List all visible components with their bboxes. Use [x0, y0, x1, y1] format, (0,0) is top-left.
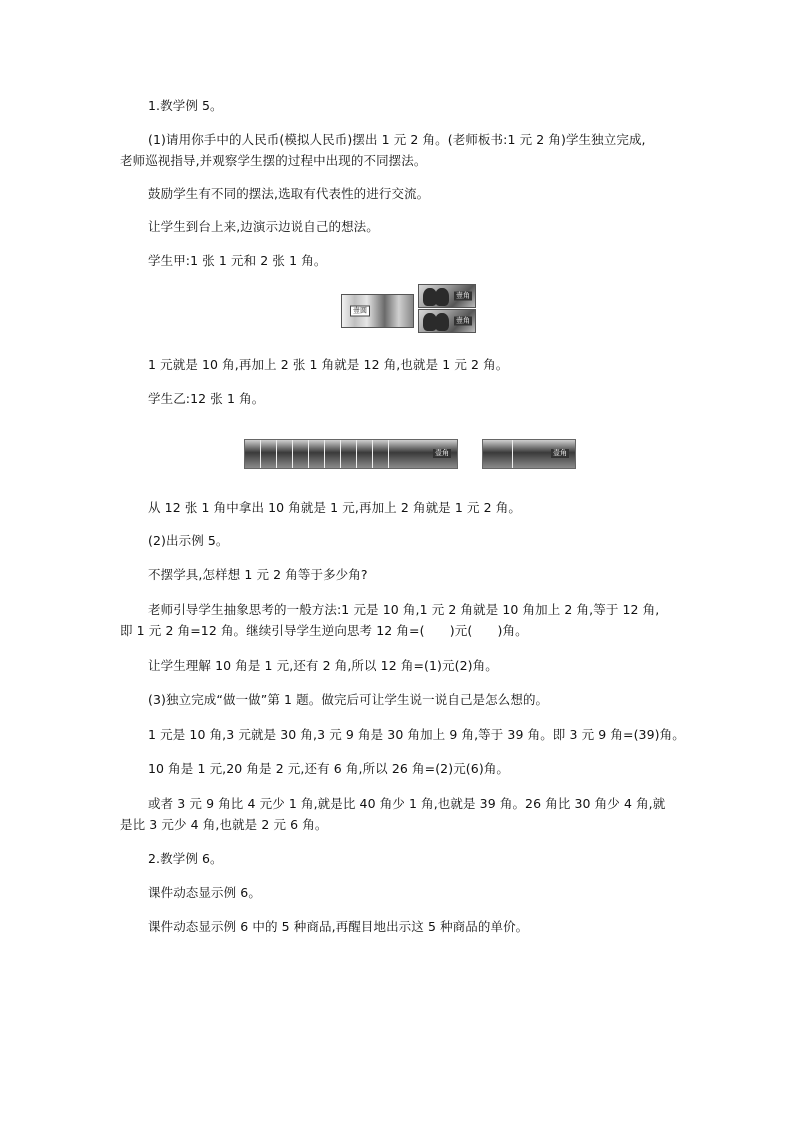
paragraph-courseware-items: 课件动态显示例 6 中的 5 种商品,再醒目地出示这 5 种商品的单价。 — [148, 919, 529, 934]
paragraph-explain-a: 1 元就是 10 角,再加上 2 张 1 角就是 12 角,也就是 1 元 2 角。 — [148, 357, 509, 372]
paragraph-explain-b: 从 12 张 1 角中拿出 10 角就是 1 元,再加上 2 角就是 1 元 2 角。 — [148, 500, 521, 515]
one-jiao-note — [418, 284, 476, 308]
paragraph-step1: (1)请用你手中的人民币(模拟人民币)摆出 1 元 2 角。(老师板书:1 元 2 角)学生独立完成, — [148, 132, 646, 147]
paragraph-method: 老师引导学生抽象思考的一般方法:1 元是 10 角,1 元 2 角就是 10 角加上 2 角,等于 12 角, — [148, 602, 660, 617]
one-jiao-note-label: 壹角 — [456, 291, 470, 300]
one-jiao-note-label: 壹角 — [456, 316, 470, 325]
two-jiao-label: 壹角 — [553, 449, 567, 457]
paragraph-method-cont: 即 1 元 2 角=12 角。继续引导学生逆向思考 12 角=( )元( )角。 — [120, 623, 528, 638]
paragraph-calc-2: 10 角是 1 元,20 角是 2 元,还有 6 角,所以 26 角=(2)元(6)角。 — [148, 761, 510, 776]
ten-jiao-notes-fan — [244, 439, 458, 469]
paragraph-alternative-cont: 是比 3 元少 4 角,也就是 2 元 6 角。 — [120, 817, 328, 832]
section-heading-example-6: 2.教学例 6。 — [148, 851, 223, 866]
paragraph-student-a: 学生甲:1 张 1 元和 2 张 1 角。 — [148, 253, 327, 268]
paragraph-alternative: 或者 3 元 9 角比 4 元少 1 角,就是比 40 角少 1 角,也就是 39 角。26 角比 30 角少 4 角,就 — [148, 796, 666, 811]
two-jiao-notes-fan — [482, 439, 576, 469]
ten-jiao-label: 壹角 — [435, 449, 449, 457]
one-yuan-note — [341, 294, 414, 328]
paragraph-courseware: 课件动态显示例 6。 — [148, 885, 261, 900]
paragraph-student-b: 学生乙:12 张 1 角。 — [148, 391, 265, 406]
paragraph-question: 不摆学具,怎样想 1 元 2 角等于多少角? — [148, 567, 368, 582]
paragraph-encourage: 鼓励学生有不同的摆法,选取有代表性的进行交流。 — [148, 186, 430, 201]
paragraph-step1-cont: 老师巡视指导,并观察学生摆的过程中出现的不同摆法。 — [120, 153, 427, 168]
paragraph-demo: 让学生到台上来,边演示边说自己的想法。 — [148, 219, 379, 234]
paragraph-step3: (3)独立完成“做一做”第 1 题。做完后可让学生说一说自己是怎么想的。 — [148, 692, 549, 707]
one-yuan-note-label: 壹圆 — [350, 306, 370, 317]
paragraph-understand: 让学生理解 10 角是 1 元,还有 2 角,所以 12 角=(1)元(2)角。 — [148, 658, 498, 673]
one-jiao-note — [418, 309, 476, 333]
paragraph-step2: (2)出示例 5。 — [148, 533, 229, 548]
section-heading-example-5: 1.教学例 5。 — [148, 98, 223, 113]
paragraph-calc-1: 1 元是 10 角,3 元就是 30 角,3 元 9 角是 30 角加上 9 角,等于 39 角。即 3 元 9 角=(39)角。 — [148, 727, 685, 742]
